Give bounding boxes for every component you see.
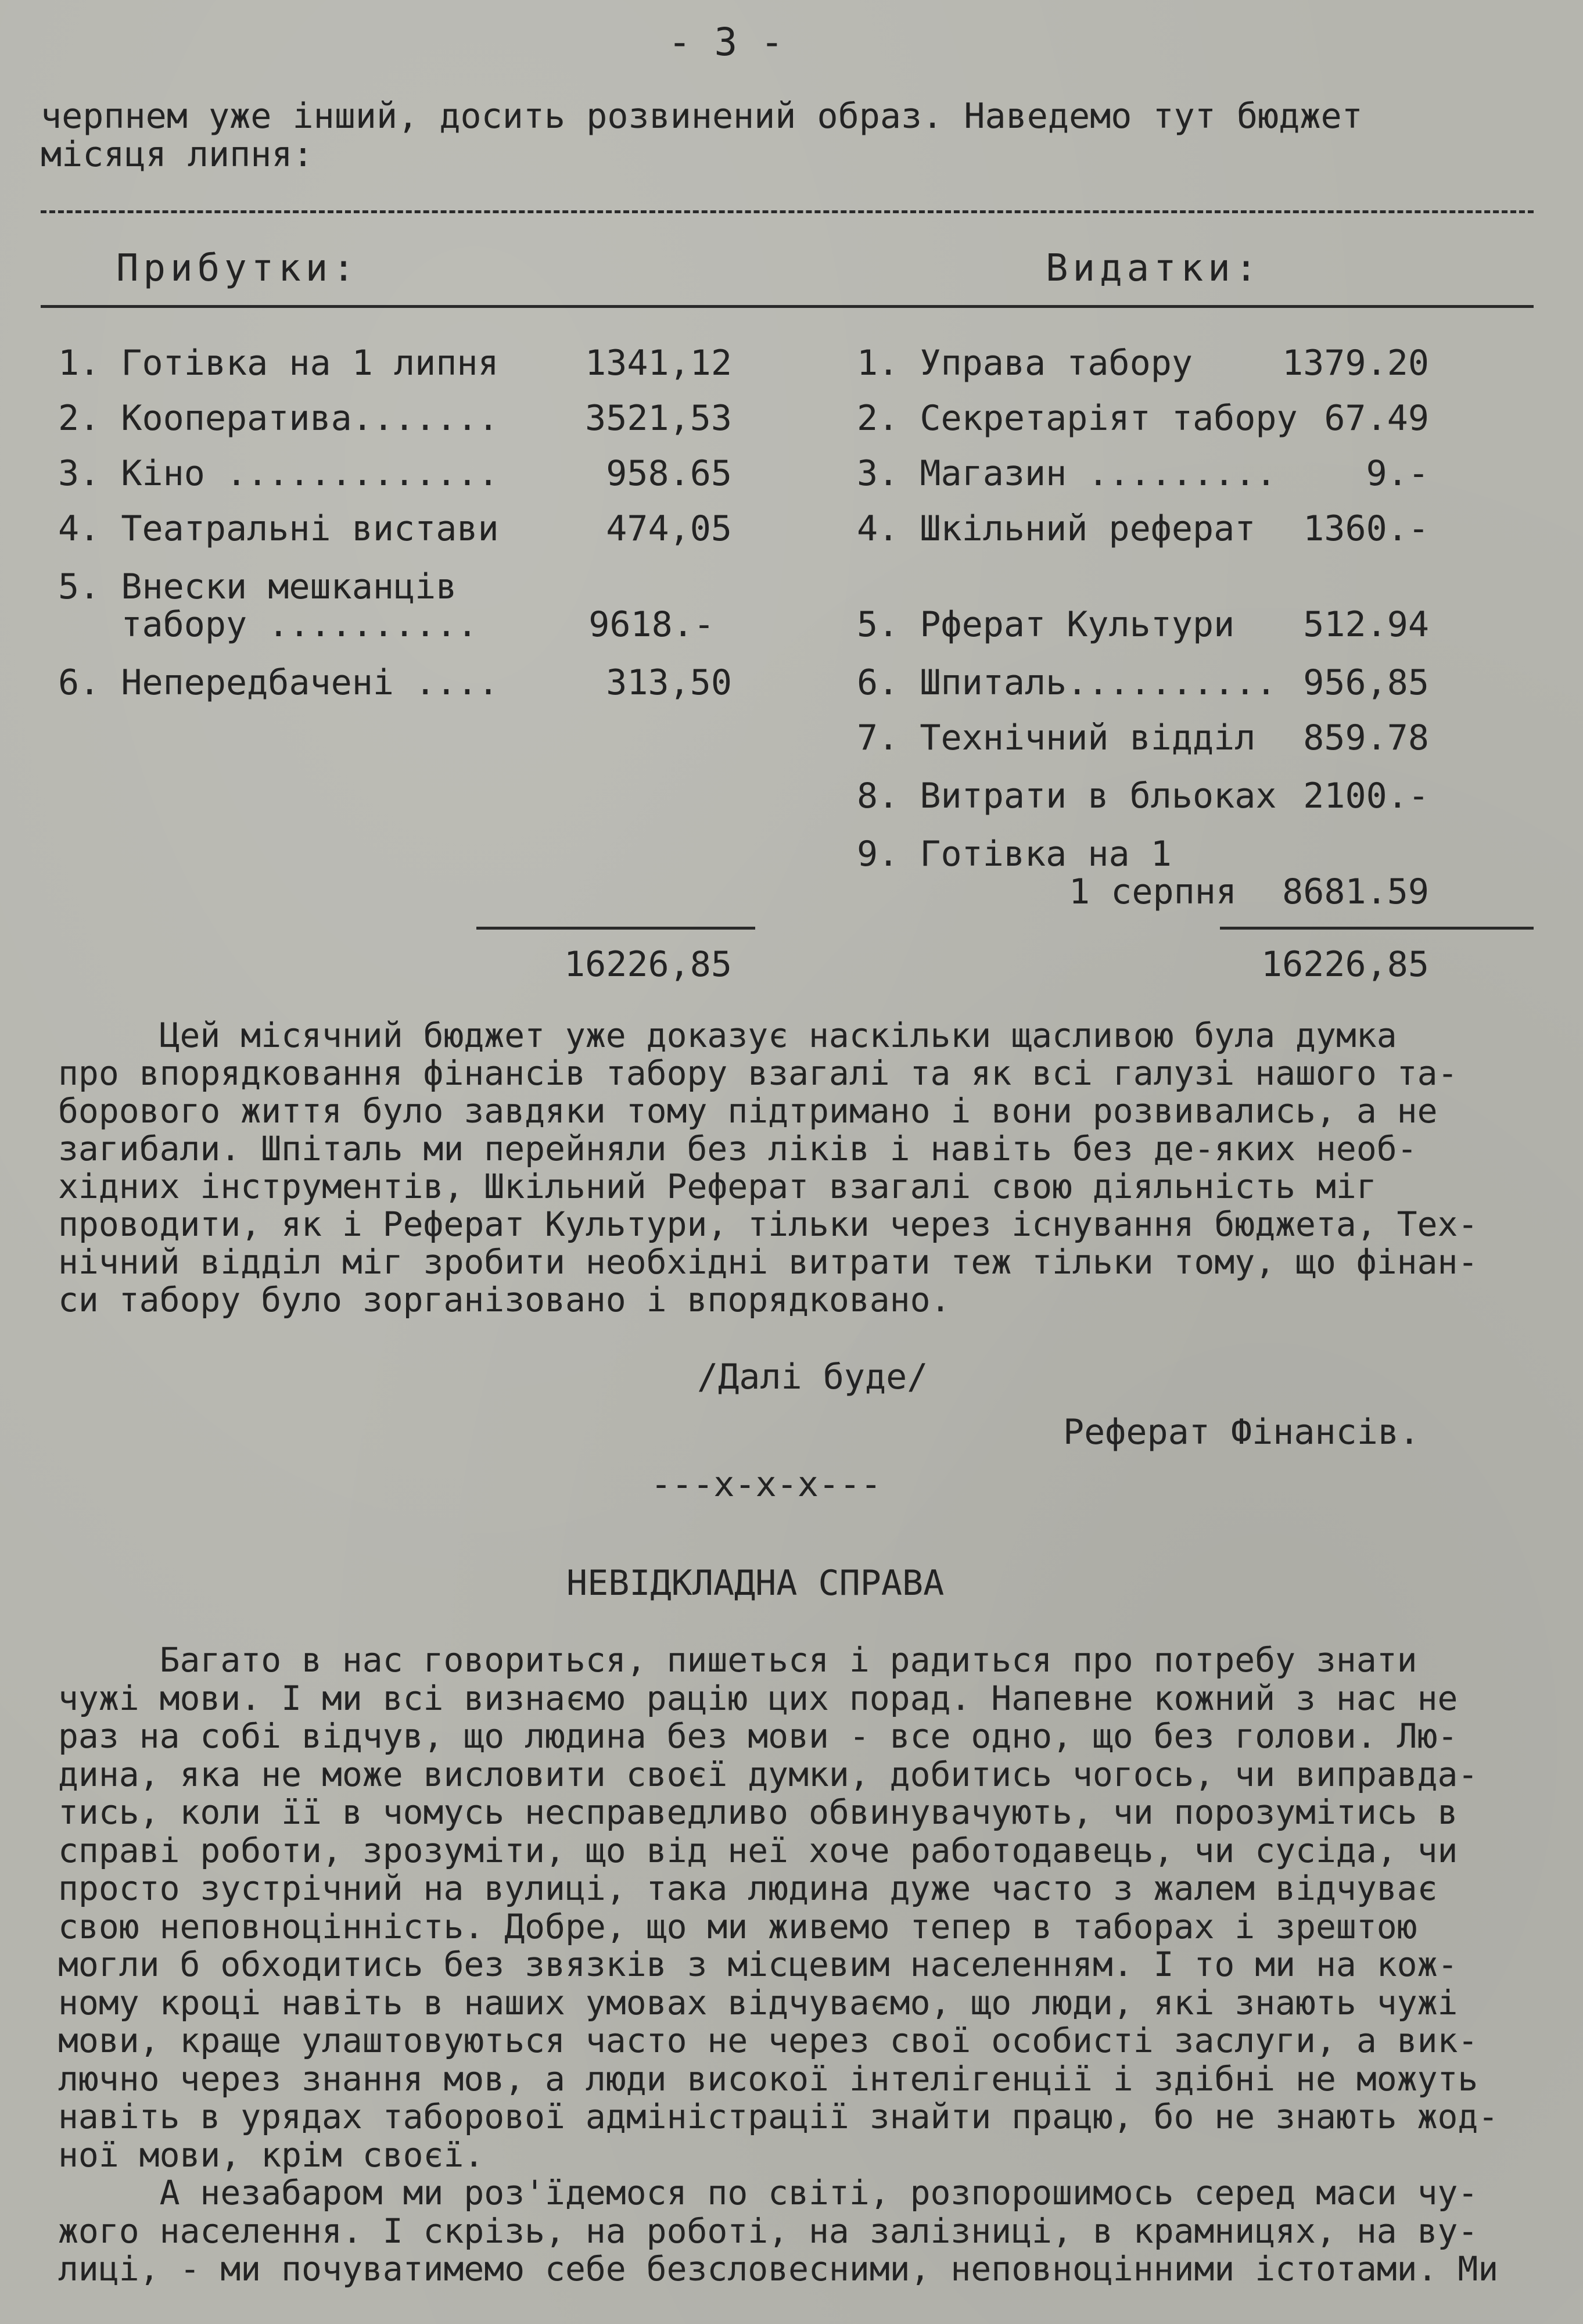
text-line: Цей місячний бюджет уже доказує наскільки щасливою була думка: [58, 1016, 1397, 1055]
income-amount-6: 313,50: [606, 662, 732, 703]
income-total-rule: [476, 927, 755, 930]
text-line: ної мови, крім своєї.: [58, 2135, 484, 2175]
text-line: чужі мови. І ми всі визнаємо рацію цих порад. Напевне кожний з нас не: [58, 1678, 1458, 1718]
text-line: дина, яка не може висловити своєї думки, добитись чогось, чи виправда-: [58, 1754, 1478, 1794]
text-line: ному кроці навіть в наших умовах відчуваємо, що люди, які знають чужі: [58, 1982, 1458, 2022]
text-line: си табору було зорганізовано і впорядковано.: [58, 1280, 951, 1319]
intro-line-2: місяця липня:: [41, 134, 314, 175]
expense-total-rule: [1220, 927, 1534, 930]
text-line: просто зустрічний на вулиці, така людина дуже часто з жалем відчуває: [58, 1868, 1438, 1908]
income-label-5-cont: табору ..........: [58, 604, 478, 645]
expense-label-8: 8. Витрати в бльоках: [857, 776, 1277, 816]
expense-amount-3: 9.-: [1366, 453, 1429, 494]
income-label-6: 6. Непередбачені ....: [58, 662, 499, 703]
text-line: лиці, - ми почуватимемо себе безсловесними, неповноцінними істотами. Ми: [58, 2249, 1499, 2289]
income-amount-5: 9618.-: [588, 604, 715, 645]
expense-amount-6: 956,85: [1303, 662, 1429, 703]
expense-label-9-cont: 1 серпня: [1069, 871, 1237, 912]
text-line: тись, коли її в чомусь несправедливо обвинувачують, чи порозумітись в: [58, 1792, 1458, 1832]
expense-label-5: 5. Рферат Культури: [857, 604, 1235, 645]
text-line: Багато в нас говориться, пишеться і радиться про потребу знати: [58, 1640, 1417, 1680]
intro-line-1: черпнем уже інший, досить розвинений образ. Наведемо тут бюджет: [41, 96, 1363, 137]
income-header: Прибутки:: [116, 247, 360, 290]
expense-header: Видатки:: [1046, 247, 1262, 290]
income-label-4: 4. Театральні вистави: [58, 508, 499, 549]
header-rule: [41, 305, 1534, 308]
text-line: борового життя було завдяки тому підтримано і вони розвивались, а не: [58, 1091, 1438, 1131]
text-line: мови, краще улаштовуються часто не через свої особисті заслуги, а вик-: [58, 2021, 1478, 2060]
income-amount-4: 474,05: [606, 508, 732, 549]
expense-amount-1: 1379.20: [1282, 343, 1429, 383]
expense-label-7: 7. Технічний відділ: [857, 718, 1256, 758]
text-line: нічний відділ міг зробити необхідні витрати теж тільки тому, що фінан-: [58, 1242, 1478, 1282]
signature: Реферат Фінансів.: [1063, 1412, 1420, 1452]
section-separator: ---х-х-х---: [651, 1464, 882, 1505]
expense-amount-7: 859.78: [1303, 718, 1429, 758]
article-body: [58, 1641, 1545, 2289]
text-line: лючно через знання мов, а люди високої інтелігенції і здібні не можуть: [58, 2058, 1478, 2099]
text-line: раз на собі відчув, що людина без мови - все одно, що без голови. Лю-: [58, 1716, 1458, 1756]
page-number: - 3 -: [668, 20, 784, 64]
text-line: про впорядковання фінансів табору взагалі та як всі галузі нашого та-: [58, 1053, 1458, 1093]
income-amount-2: 3521,53: [585, 398, 732, 439]
expense-total: 16226,85: [1261, 944, 1429, 985]
text-line: хідних інструментів, Шкільний Реферат взагалі свою діяльність міг: [58, 1167, 1377, 1206]
income-amount-1: 1341,12: [585, 343, 732, 383]
income-label-2: 2. Кооператива.......: [58, 398, 499, 439]
text-line: могли б обходитись без звязків з місцевим населенням. І то ми на кож-: [58, 1945, 1458, 1984]
text-line: навіть в урядах таборової адміністрації знайти працю, бо не знають жод-: [58, 2097, 1499, 2136]
text-line: жого населення. І скрізь, на роботі, на залізниці, в крамницях, на ву-: [58, 2211, 1478, 2251]
text-line: справі роботи, зрозуміти, що від неї хоче работодавець, чи сусіда, чи: [58, 1830, 1458, 1870]
continued-note: /Далі буде/: [697, 1357, 928, 1397]
income-label-1: 1. Готівка на 1 липня: [58, 343, 499, 383]
expense-label-4: 4. Шкільний реферат: [857, 508, 1256, 549]
expense-amount-9: 8681.59: [1282, 871, 1429, 912]
text-line: загибали. Шпіталь ми перейняли без ліків і навіть без де-яких необ-: [58, 1129, 1417, 1168]
expense-label-2: 2. Секретаріят табору: [857, 398, 1298, 439]
income-amount-3: 958.65: [606, 453, 732, 494]
text-line: свою неповноцінність. Добре, що ми живемо тепер в таборах і зрештою: [58, 1906, 1417, 1946]
expense-amount-2: 67.49: [1324, 398, 1429, 439]
expense-label-3: 3. Магазин .........: [857, 453, 1277, 494]
income-label-3: 3. Кіно .............: [58, 453, 499, 494]
budget-commentary: [58, 1017, 1545, 1319]
expense-amount-4: 1360.-: [1303, 508, 1429, 549]
expense-amount-8: 2100.-: [1303, 776, 1429, 816]
expense-amount-5: 512.94: [1303, 604, 1429, 645]
expense-label-9: 9. Готівка на 1: [857, 834, 1172, 874]
budget-top-rule: [41, 210, 1534, 213]
income-label-5: 5. Внески мешканців: [58, 566, 457, 607]
income-total: 16226,85: [564, 944, 732, 985]
expense-label-6: 6. Шпиталь..........: [857, 662, 1277, 703]
text-line: проводити, як і Реферат Культури, тільки через існування бюджета, Тех-: [58, 1204, 1478, 1244]
article-title: НЕВІДКЛАДНА СПРАВА: [566, 1563, 945, 1604]
text-line: А незабаром ми роз'їдемося по світі, розпорошимось серед маси чу-: [58, 2173, 1478, 2212]
expense-label-1: 1. Управа табору: [857, 343, 1193, 383]
